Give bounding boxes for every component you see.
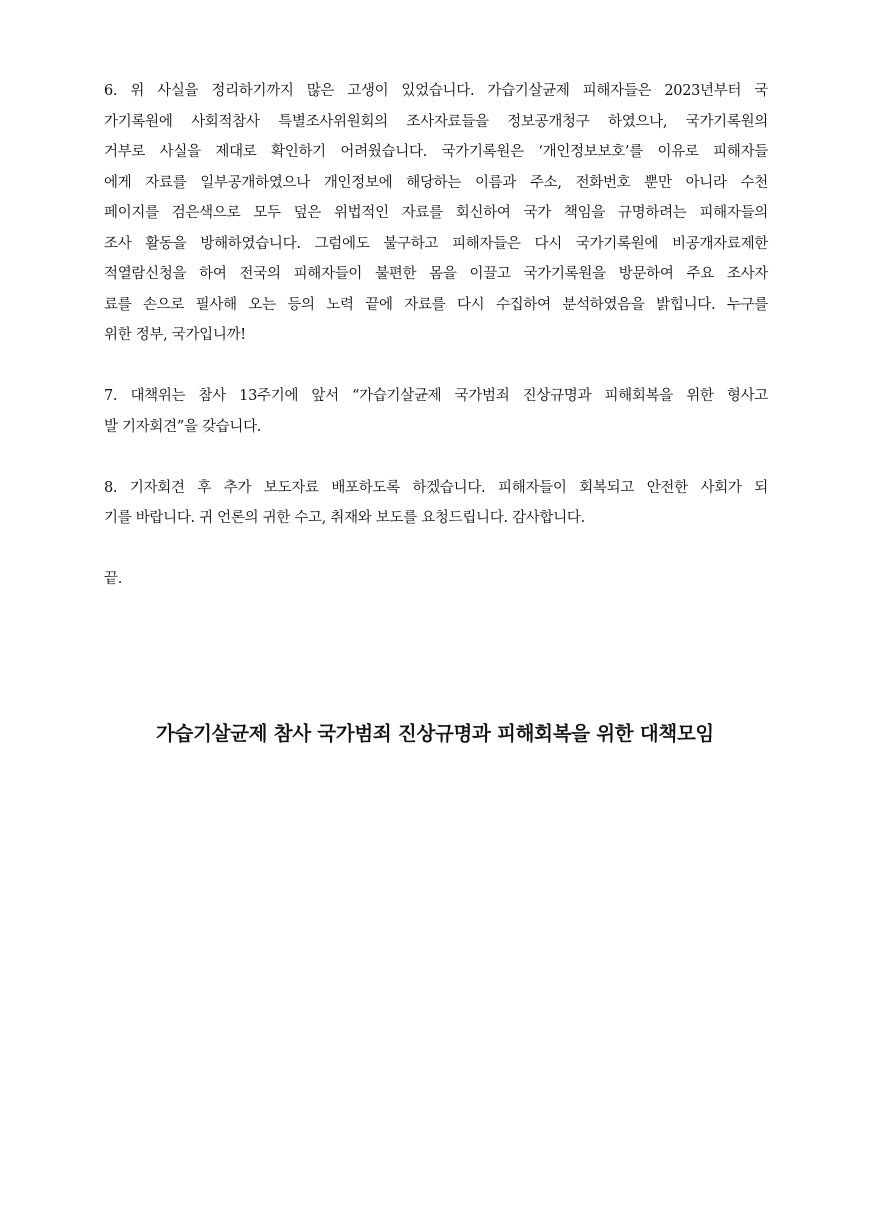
paragraph-6 <box>104 76 768 351</box>
document-body <box>104 76 768 595</box>
paragraph-line: 조사 활동을 방해하였습니다. 그럼에도 불구하고 피해자들은 다시 국가기록원에 비공개자료제한 <box>104 235 768 252</box>
paragraph-line: 료를 손으로 필사해 오는 등의 노력 끝에 자료를 다시 수집하여 분석하였음을 밝힙니다. 누구를 <box>104 296 768 313</box>
paragraph-line: 가기록원에 사회적참사 특별조사위원회의 조사자료들을 정보공개청구 하였으나, 국가기록원의 <box>104 113 768 130</box>
paragraph-line: 기를 바랍니다. 귀 언론의 귀한 수고, 취재와 보도를 요청드립니다. 감사합니다. <box>104 510 585 526</box>
paragraph-7 <box>104 381 768 442</box>
paragraph-line: 발 기자회견”을 갖습니다. <box>104 418 262 435</box>
paragraph-line: 거부로 사실을 제대로 확인하기 어려웠습니다. 국가기록원은 ‘개인정보보호’를 이유로 피해자들 <box>104 144 768 160</box>
paragraph-line: 6. 위 사실을 정리하기까지 많은 고생이 있었습니다. 가습기살균제 피해자들은 2023년부터 국 <box>104 83 768 99</box>
paragraph-line: 적열람신청을 하여 전국의 피해자들이 불편한 몸을 이끌고 국가기록원을 방문하여 주요 조사자 <box>104 266 768 282</box>
end-mark: 끝. <box>104 571 123 587</box>
paragraph-line: 8. 기자회견 후 추가 보도자료 배포하도록 하겠습니다. 피해자들이 회복되고 안전한 사회가 되 <box>104 479 768 496</box>
paragraph-line: 페이지를 검은색으로 모두 덮은 위법적인 자료를 회신하여 국가 책임을 규명하려는 피해자들의 <box>104 205 768 221</box>
paragraph-line: 위한 정부, 국가입니까! <box>104 327 246 343</box>
paragraph-line: 7. 대책위는 참사 13주기에 앞서 “가습기살균제 국가범죄 진상규명과 피해회복을 위한 형사고 <box>104 388 768 404</box>
paragraph-8 <box>104 473 768 534</box>
paragraph-line: 에게 자료를 일부공개하였으나 개인정보에 해당하는 이름과 주소, 전화번호 뿐만 아니라 수천 <box>104 174 768 191</box>
organization-signature: 가습기살균제 참사 국가범죄 진상규명과 피해회복을 위한 대책모임 <box>156 722 714 745</box>
